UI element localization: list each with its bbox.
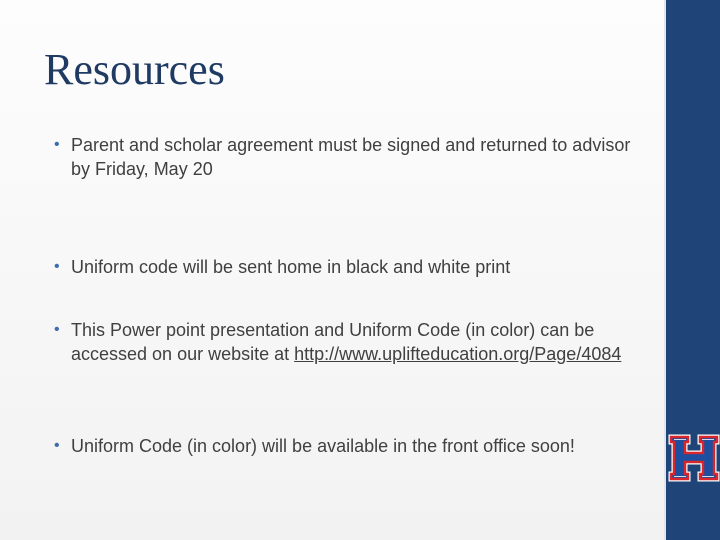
bullet-text: Uniform Code (in color) will be available in the front office soon!: [71, 436, 575, 456]
bullet-marker: •: [54, 136, 60, 153]
bullet-item: [54, 434, 639, 458]
bullet-text: This Power point presentation and Uniform Code (in color) can be accessed on our website at: [71, 320, 595, 364]
website-link[interactable]: http://www.uplifteducation.org/Page/4084: [294, 344, 622, 364]
h-letter-logo-icon: [668, 432, 720, 484]
bullet-item: [54, 318, 639, 366]
bullet-marker: •: [54, 258, 60, 275]
bullet-item: [54, 255, 639, 279]
bullet-marker: •: [54, 437, 60, 454]
bullet-text: Uniform code will be sent home in black and white print: [71, 257, 511, 277]
bullet-item: [54, 133, 639, 181]
bullet-marker: •: [54, 321, 60, 338]
slide-title: Resources: [44, 45, 225, 94]
bullet-text: Parent and scholar agreement must be signed and returned to advisor by Friday, May 20: [71, 135, 631, 179]
